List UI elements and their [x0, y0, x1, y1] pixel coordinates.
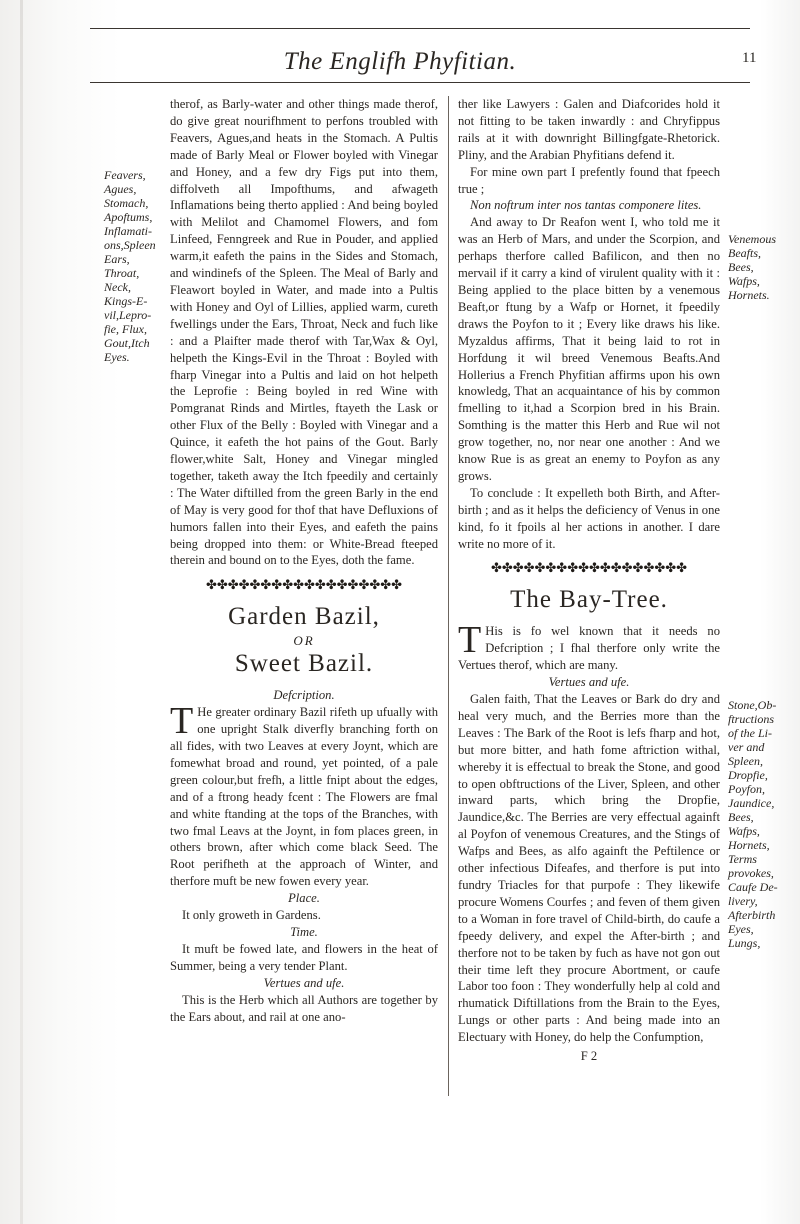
own-opinion-text: For mine own part I prefently found that fpeech true ; — [458, 164, 720, 196]
running-title: The Englifh Phyfitian. — [283, 48, 517, 75]
bazil-time: It muft be fowed late, and flowers in the heat of Summer, being a very tender Plant. — [170, 941, 438, 973]
bay-tree-description — [458, 619, 720, 674]
description-label: Defcription. — [273, 688, 335, 703]
reason-text: And away to Dr Reafon went I, who told me it was an Herb of Mars, and under the Scorpion, and perhaps therfore called Bafilicon, and then no mervail if it carry a kind of virulent quality with it : Being applied to the place bitten by a venemous Beaft,or ftung by a Wafp or Hornet, it fpeedily draws the Poyfon to it ; Every like draws his like. Myzaldus affirms, That it being laid to rot in Horfdung it wil breed Venemous Beafts.And Hollerius a French Phyfitian affirms upon his own knowledg, That an acquaintance of his by common fmelling to it,had a Scorpion bred in his Brain. Somthing is the matter this Herb and Rue wil not grow together, no, nor near one another : And we know Rue is as great an enemy to Poyfon as any grows. — [458, 215, 720, 483]
place-label: Place. — [288, 891, 320, 906]
section-title-bay-tree: The Bay-Tree. — [510, 586, 668, 614]
bazil-description — [170, 700, 438, 890]
bazil-place: It only groweth in Gardens. — [182, 908, 321, 923]
barley-text: therof, as Barly-water and other things made therof, do give great nourifhment to perfons troubled with Feavers, Agues,and heats in the Stomach. A Pultis made of Barly Meal or Flower boyled with Vinegar and Honey, and a few dry Figs put into them, diffolveth all Impofthums, and afwageth Inflamations being therto applied : And being boyled with Melilot and Chamomel Flowers, and fom Linfeed, Fenngreek and Rue in Pouder, and applied warm,it eafeth the pains in the Sides and Stomach, and windinefs of the Spleen. The Meal of Barly and Fleawort boyled in Water, and made into a Pultis with Honey and Oyl of Lillies, applied warm, cureth fwellings under the Ears, Throat, Neck and fuch like : and a Plaifter made therof with Tar,Wax & Oyl, helpeth the Kings-Evil in the Throat : Boyled with fharp Vinegar into a Pultis and laid on hot helpeth the Leprofie : Being boyled in red Wine with Pomgranat Rinds and Mirtles, ftayeth the Lask or other Flux of the Belly : Boyled with Vinegar and a Quince, it eafeth the hot pains of the Gout. Barly flower,white Salt, Honey and Vinegar mingled together, taketh away the Itch fpeedily and certainly : The Water diftilled from the green Barly in the end of May is very good for thof that have Defluxions of humors fallen into their Eyes, and eafeth the pains being dropped into them: or White-Bread fteeped therein and bound on to the Eyes, doth the fame. — [170, 97, 438, 568]
drop-capital: T — [458, 619, 482, 662]
section-title-or: OR — [293, 633, 315, 649]
right-column — [458, 96, 720, 1065]
bazil-description-text: He greater ordinary Bazil rifeth up ufually with one upright Stalk diverfly branching forth on all fides, with two Leaves at every Joynt, which are fomewhat broad and round, yet pointed, of a pale green colour,but frefh, a little fnipt about the edges, and of a ftrong heady fcent : The Flowers are fmal and white ftanding at the tops of the Branches, with two fmal Leavs at the Joynt, in fom places green, in others brown, after which come black Seed. The Root perifheth at the approach of Winter, and therfore muft be new fowen every year. — [170, 705, 438, 889]
ornament-band-left: ✤✤✤✤✤✤✤✤✤✤✤✤✤✤✤✤✤✤ — [205, 577, 403, 593]
bay-tree-vertues: Galen faith, That the Leaves or Bark do dry and heal very much, and the Berries more than the Leaves : The Bark of the Root is lefs fharp and hot, but more bitter, and hath fome aftriction withal, whereby it is effectual to break the Stone, and good to open obftructions of the Liver, Spleen, and other inward parts, which bring the Dropfie, Jaundice,&c. The Berries are very effectual againft al Poyfon of venemous Creatures, and the Stings of Wafps and Bees, as alfo againft the Peftilence or other infectious Difeafes, and therfore is put into fundry Triacles for that purpofe : They likewife procure Womens Courfes ; and feven of them given to a Woman in fore travel of Child-birth, do caufe a fpeedy delivery, and expel the After-birth ; and therfore not to be taken by fuch as have not gon out their time left they procure Abortment, or caufe Labor too foon : They wonderfully help al cold and rhumatick Diftillations from the Brain to the Eyes, Lungs or other parts : And being made into an Electuary with Honey, do help the Confumption, — [458, 692, 720, 1045]
left-column — [170, 96, 438, 1025]
conclusion-text: To conclude : It expelleth both Birth, and After-birth ; and as it helps the deficiency of Venus in one kind, fo it fpoils al her actions in another. I dare write no more of it. — [458, 485, 720, 551]
section-title-sweet-bazil: Sweet Bazil. — [234, 650, 374, 678]
right-margin-notes-bottom: Stone,Ob- ftructions of the Li- ver and Spleen, Dropfie, Poyfon, Jaundice, Bees, Wafps, Hornets, Terms provokes, Caufe De- livery, Afterbirth Eyes, Lungs, — [728, 698, 778, 950]
vertues-label: Vertues and ufe. — [548, 675, 630, 690]
bazil-vertues-continued: ther like Lawyers : Galen and Diafcorides hold it not fitting to be taken inwardly : and Chryfippus rails at it with downright Billingfgate-Rhetorick. Pliny, and the Arabian Phyfitians defend it. — [458, 97, 720, 162]
column-divider — [448, 96, 449, 1096]
time-label: Time. — [290, 924, 318, 939]
ornament-band-right: ✤✤✤✤✤✤✤✤✤✤✤✤✤✤✤✤✤✤ — [490, 560, 688, 576]
latin-quote: Non noftrum inter nos tantas componere lites. — [470, 198, 702, 213]
left-margin-notes: Feavers, Agues, Stomach, Apoftums, Inflamati- ons,Spleen Ears, Throat, Neck, Kings-E- vil,Lepro- fie, Flux, Gout,Itch Eyes. — [104, 168, 156, 364]
drop-capital: T — [170, 700, 194, 743]
bay-tree-description-text: His is fo wel known that it needs no Defcription ; I fhal therfore only write the Vertues therof, which are many. — [458, 624, 720, 673]
right-margin-notes-top: Venemous Beafts, Bees, Wafps, Hornets. — [728, 232, 776, 302]
header-top-rule — [90, 28, 750, 29]
header-bottom-rule — [90, 82, 750, 83]
page-gutter-edge — [20, 0, 23, 1224]
page-number: 11 — [742, 50, 757, 66]
vertues-label: Vertues and ufe. — [263, 975, 345, 990]
section-title-garden-bazil: Garden Bazil, — [228, 603, 380, 631]
bazil-vertues: This is the Herb which all Authors are together by the Ears about, and rail at one ano- — [170, 992, 438, 1024]
signature-mark: F 2 — [580, 1049, 598, 1064]
